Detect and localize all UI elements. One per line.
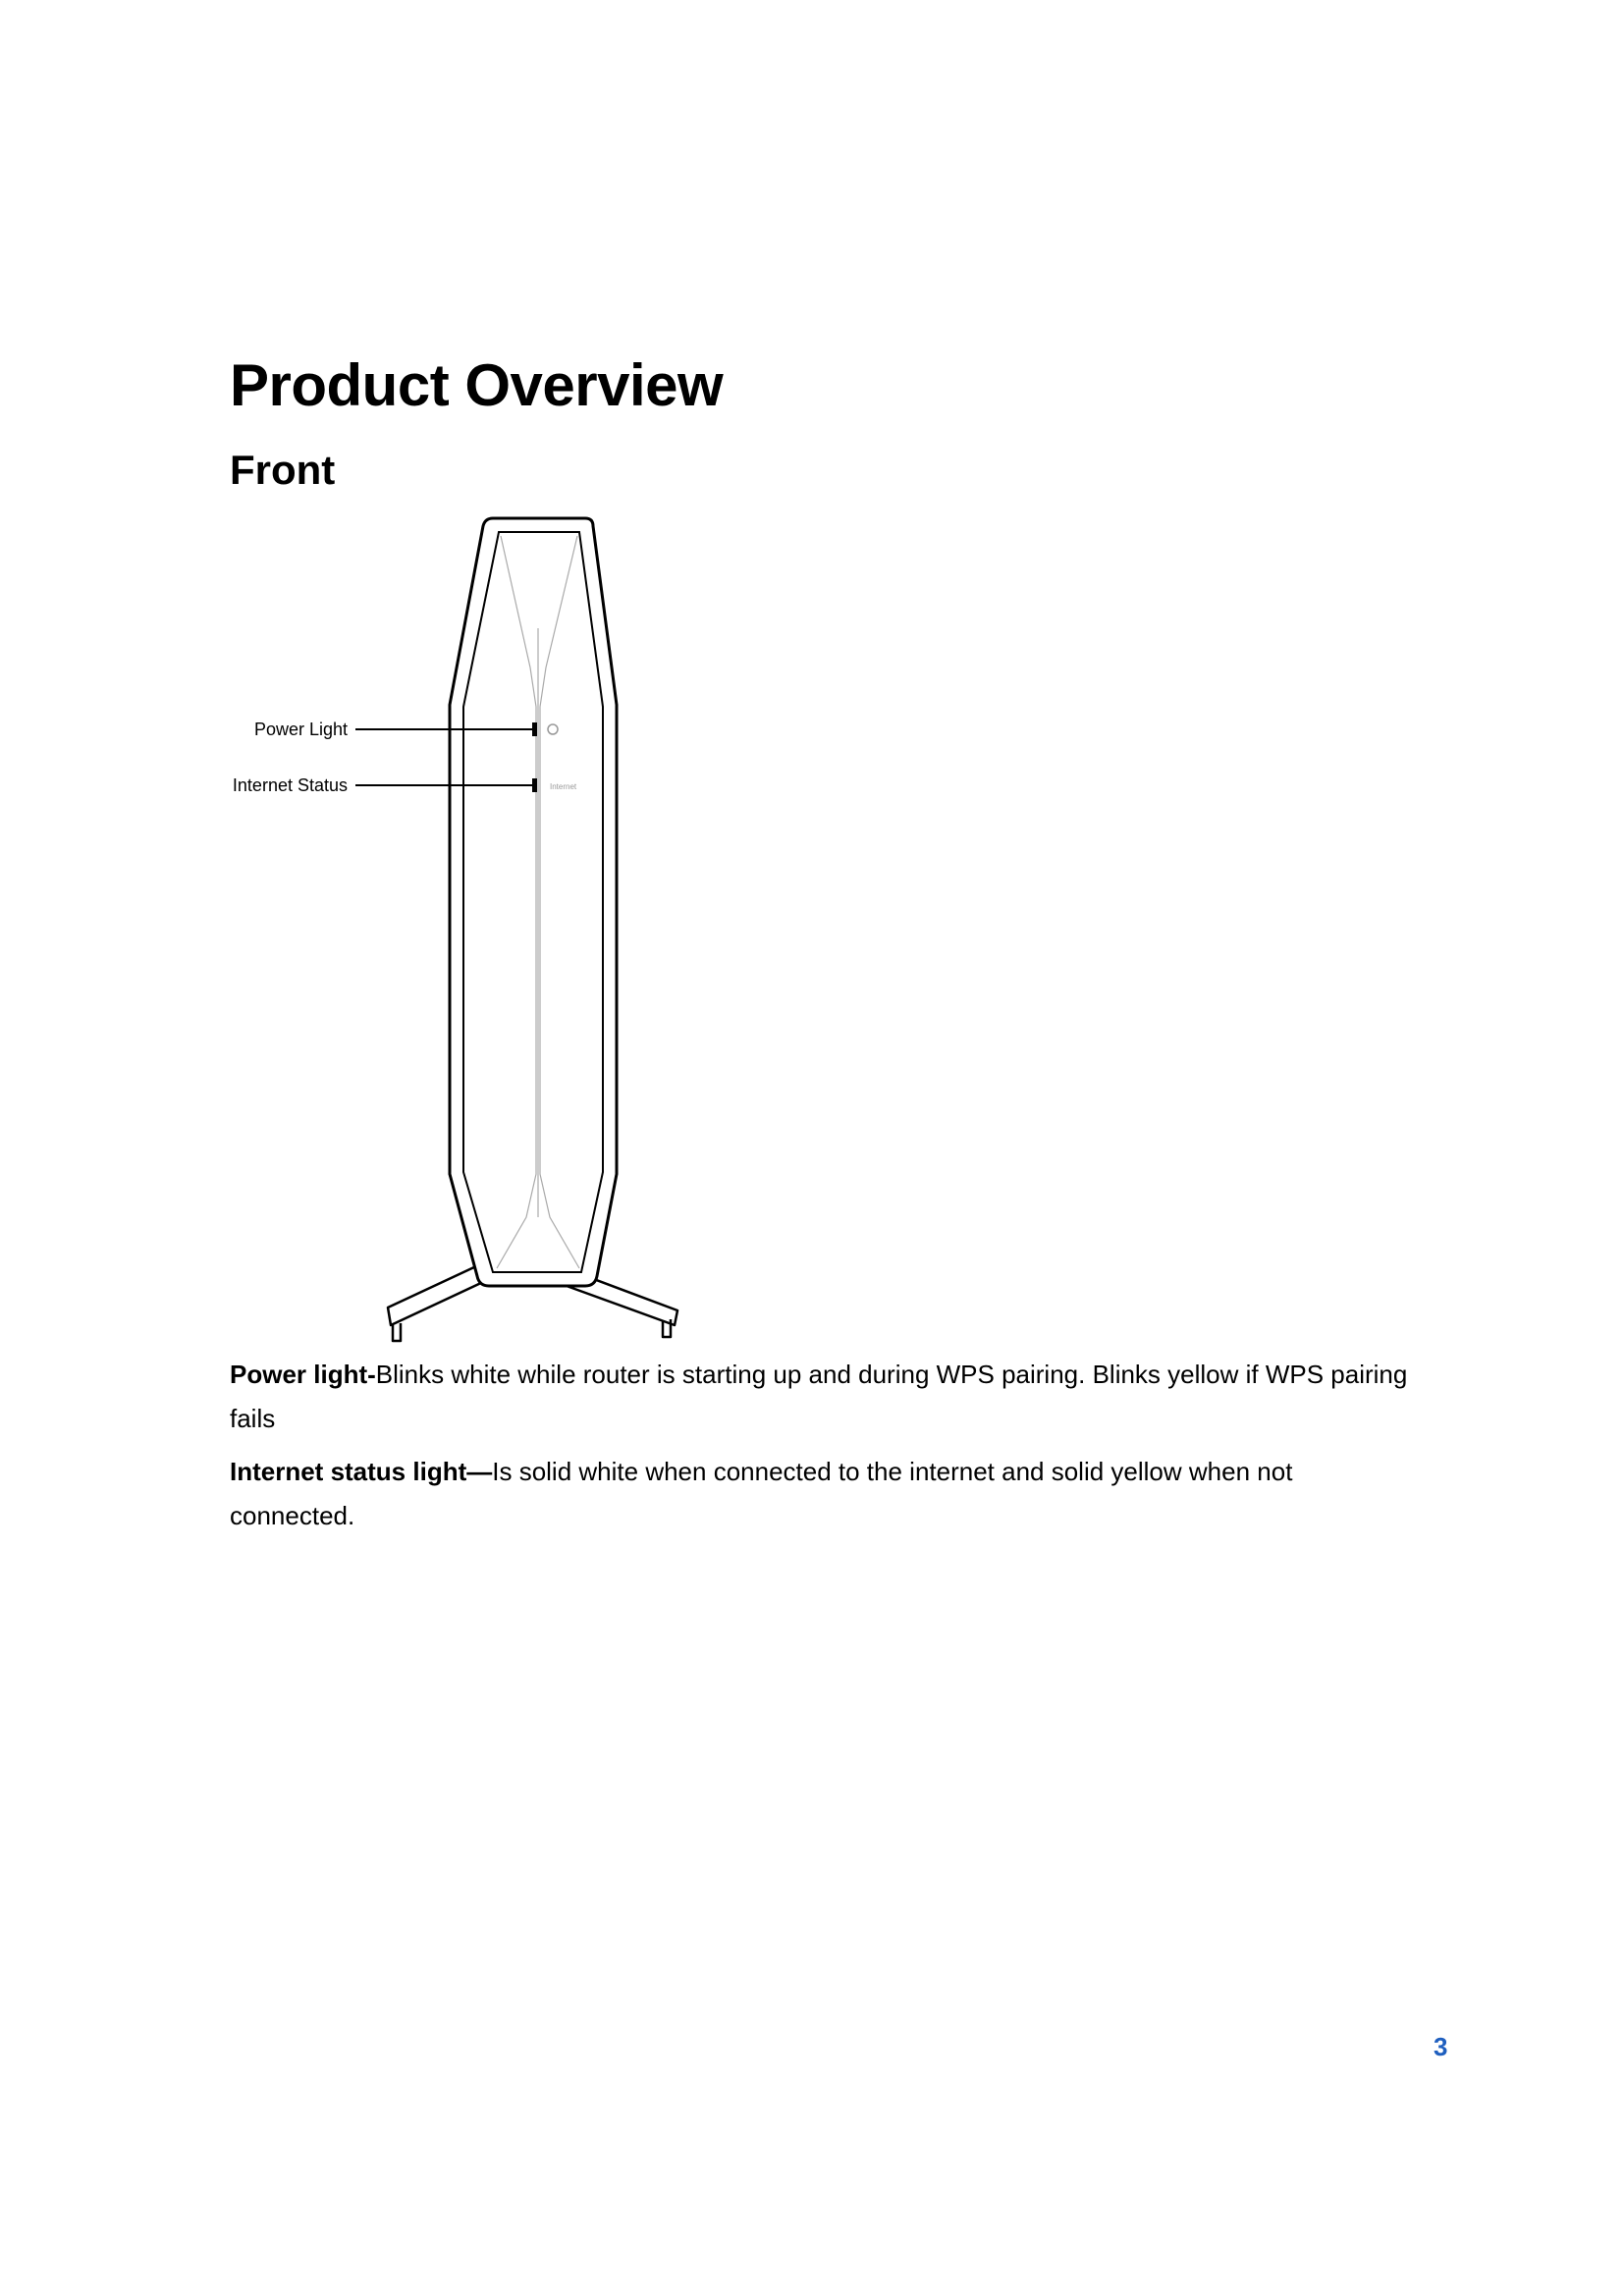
power-light-description xyxy=(230,1353,1408,1441)
internet-status-indicator xyxy=(532,778,537,792)
router-front-diagram xyxy=(226,510,697,1345)
page-number: 3 xyxy=(1434,2032,1448,2061)
power-light-term: Power light- xyxy=(230,1360,376,1389)
router-body-outline xyxy=(450,518,617,1286)
internet-device-label: Internet xyxy=(550,782,577,791)
internet-status-text: Is solid white when connected to the internet and solid yellow when not connected. xyxy=(230,1457,1293,1530)
power-light-label: Power Light xyxy=(253,720,348,739)
internet-status-label: Internet Status xyxy=(232,775,348,795)
power-light-text: Blinks white while router is starting up and during WPS pairing. Blinks yellow if WPS pairing fails xyxy=(230,1360,1408,1433)
internet-status-description xyxy=(230,1450,1408,1538)
power-light-indicator xyxy=(532,722,537,736)
section-title: Front xyxy=(230,447,336,493)
page-title: Product Overview xyxy=(230,352,724,418)
internet-status-term: Internet status light— xyxy=(230,1457,493,1486)
